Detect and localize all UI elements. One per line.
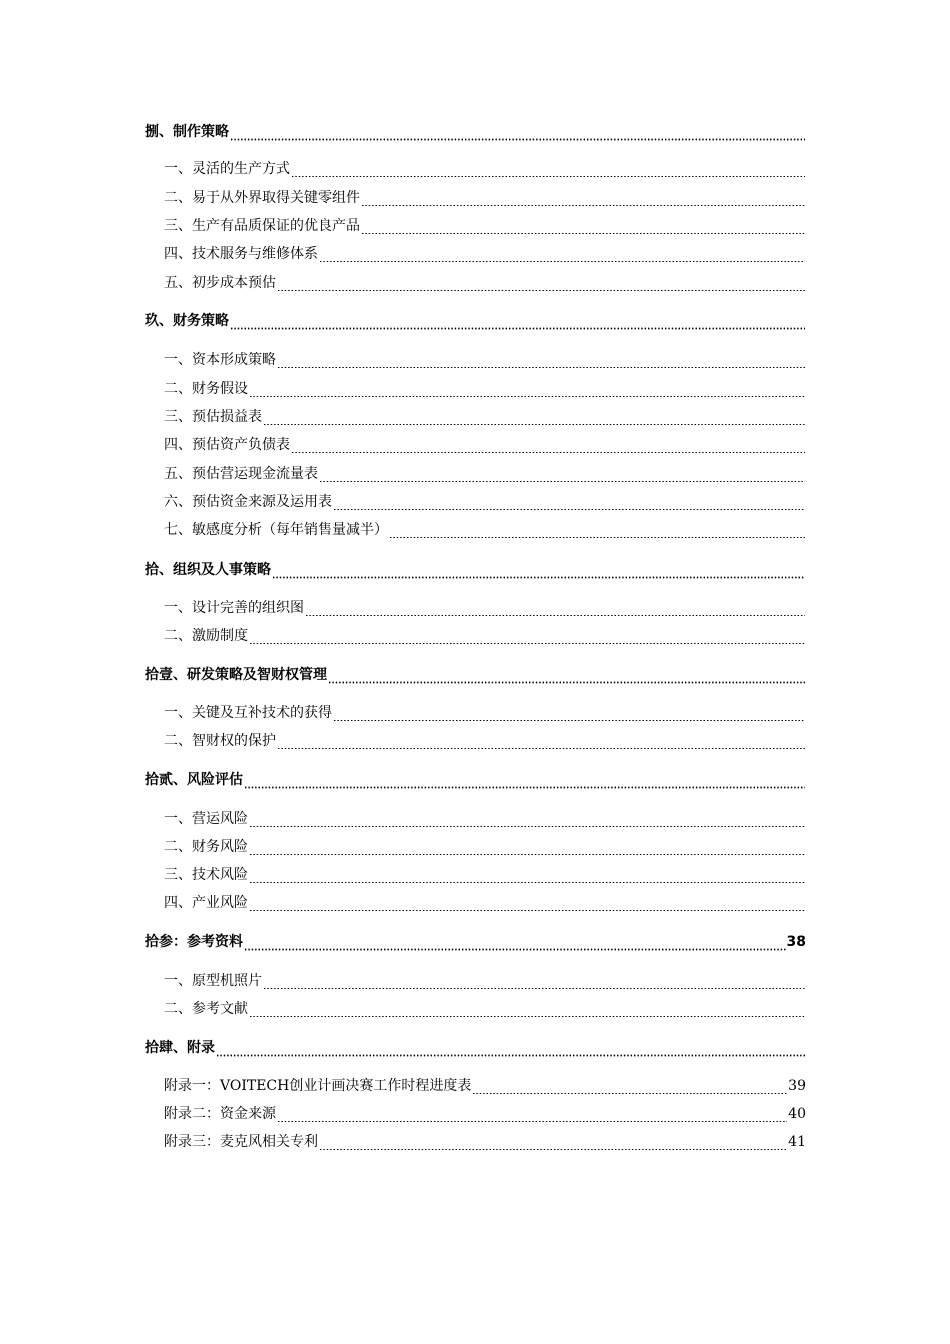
toc-label: 附录三：麦克风相关专利 bbox=[164, 1134, 318, 1150]
toc-subsection[interactable] bbox=[145, 407, 806, 427]
toc-subsection[interactable] bbox=[145, 703, 806, 723]
toc-label: 一、灵活的生产方式 bbox=[164, 161, 290, 177]
dot-leader bbox=[263, 407, 805, 427]
toc-label: 三、预估损益表 bbox=[164, 409, 262, 425]
toc-section[interactable] bbox=[145, 122, 806, 142]
dot-leader bbox=[319, 1132, 787, 1152]
toc-label: 一、营运风险 bbox=[164, 811, 248, 827]
toc-label: 附录一：VOITECH创业计画决赛工作时程进度表 bbox=[164, 1078, 472, 1094]
dot-leader bbox=[472, 1076, 787, 1096]
toc-label: 七、敏感度分析（每年销售量减半） bbox=[164, 522, 388, 538]
toc-label: 拾、组织及人事策略 bbox=[145, 562, 271, 578]
dot-leader bbox=[277, 350, 805, 370]
toc-subsection[interactable] bbox=[145, 731, 806, 751]
toc-label: 拾贰、风险评估 bbox=[145, 772, 243, 788]
toc-label: 二、易于从外界取得关键零组件 bbox=[164, 190, 360, 206]
toc-subsection[interactable] bbox=[145, 188, 806, 208]
dot-leader bbox=[333, 492, 805, 512]
toc-label: 一、关键及互补技术的获得 bbox=[164, 705, 332, 721]
dot-leader bbox=[249, 865, 805, 885]
dot-leader bbox=[272, 560, 805, 580]
dot-leader bbox=[319, 244, 805, 264]
toc-subsection[interactable] bbox=[145, 435, 806, 455]
toc-subsection[interactable] bbox=[145, 865, 806, 885]
dot-leader bbox=[277, 273, 805, 293]
dot-leader bbox=[305, 598, 805, 618]
toc-label: 二、参考文献 bbox=[164, 1001, 248, 1017]
toc-subsection[interactable] bbox=[145, 216, 806, 236]
toc-label: 四、技术服务与维修体系 bbox=[164, 246, 318, 262]
toc-section[interactable] bbox=[145, 560, 806, 580]
toc-subsection[interactable] bbox=[145, 837, 806, 857]
toc-label: 四、产业风险 bbox=[164, 895, 248, 911]
toc-label: 一、原型机照片 bbox=[164, 973, 262, 989]
toc-label: 附录二：资金来源 bbox=[164, 1106, 276, 1122]
toc-label: 捌、制作策略 bbox=[145, 124, 229, 140]
dot-leader bbox=[361, 216, 805, 236]
dot-leader bbox=[263, 971, 805, 991]
toc-label: 拾参：参考资料 bbox=[145, 934, 243, 950]
toc-section[interactable] bbox=[145, 770, 806, 790]
toc-subsection[interactable] bbox=[145, 1132, 806, 1152]
dot-leader bbox=[249, 999, 805, 1019]
toc-subsection[interactable] bbox=[145, 893, 806, 913]
toc-subsection[interactable] bbox=[145, 492, 806, 512]
dot-leader bbox=[249, 379, 805, 399]
dot-leader bbox=[230, 122, 805, 142]
toc-section[interactable] bbox=[145, 1038, 806, 1058]
dot-leader bbox=[333, 703, 805, 723]
dot-leader bbox=[244, 770, 805, 790]
toc-label: 五、预估营运现金流量表 bbox=[164, 466, 318, 482]
toc-subsection[interactable] bbox=[145, 464, 806, 484]
toc-subsection[interactable] bbox=[145, 598, 806, 618]
dot-leader bbox=[328, 665, 805, 685]
dot-leader bbox=[249, 809, 805, 829]
toc-label: 四、预估资产负债表 bbox=[164, 437, 290, 453]
toc-subsection[interactable] bbox=[145, 159, 806, 179]
toc-subsection[interactable] bbox=[145, 971, 806, 991]
dot-leader bbox=[216, 1038, 805, 1058]
toc-label: 二、财务假设 bbox=[164, 381, 248, 397]
toc-subsection[interactable] bbox=[145, 809, 806, 829]
toc-subsection[interactable] bbox=[145, 1104, 806, 1124]
toc-label: 三、生产有品质保证的优良产品 bbox=[164, 218, 360, 234]
toc-label: 一、设计完善的组织图 bbox=[164, 600, 304, 616]
toc-label: 二、激励制度 bbox=[164, 628, 248, 644]
toc-label: 六、预估资金来源及运用表 bbox=[164, 494, 332, 510]
toc-label: 五、初步成本预估 bbox=[164, 275, 276, 291]
toc-section[interactable] bbox=[145, 311, 806, 331]
toc-subsection[interactable] bbox=[145, 244, 806, 264]
toc-label: 二、智财权的保护 bbox=[164, 733, 276, 749]
toc-page-number: 40 bbox=[788, 1106, 806, 1122]
toc-label: 二、财务风险 bbox=[164, 839, 248, 855]
dot-leader bbox=[230, 311, 805, 331]
dot-leader bbox=[277, 731, 805, 751]
toc-label: 一、资本形成策略 bbox=[164, 352, 276, 368]
dot-leader bbox=[249, 626, 805, 646]
toc-subsection[interactable] bbox=[145, 273, 806, 293]
toc-subsection[interactable] bbox=[145, 626, 806, 646]
dot-leader bbox=[277, 1104, 787, 1124]
dot-leader bbox=[389, 520, 805, 540]
dot-leader bbox=[319, 464, 805, 484]
toc-section[interactable] bbox=[145, 932, 806, 952]
toc-page-number: 38 bbox=[786, 934, 806, 950]
toc-subsection[interactable] bbox=[145, 520, 806, 540]
toc-subsection[interactable] bbox=[145, 999, 806, 1019]
toc-label: 三、技术风险 bbox=[164, 867, 248, 883]
toc-label: 玖、财务策略 bbox=[145, 313, 229, 329]
dot-leader bbox=[361, 188, 805, 208]
toc-subsection[interactable] bbox=[145, 379, 806, 399]
toc-subsection[interactable] bbox=[145, 1076, 806, 1096]
dot-leader bbox=[291, 159, 805, 179]
toc-label: 拾壹、研发策略及智财权管理 bbox=[145, 667, 327, 683]
dot-leader bbox=[291, 435, 805, 455]
toc-page-number: 41 bbox=[788, 1134, 806, 1150]
dot-leader bbox=[249, 893, 805, 913]
toc-section[interactable] bbox=[145, 665, 806, 685]
toc-subsection[interactable] bbox=[145, 350, 806, 370]
toc-page-number: 39 bbox=[788, 1078, 806, 1094]
dot-leader bbox=[249, 837, 805, 857]
dot-leader bbox=[244, 932, 786, 952]
toc-label: 拾肆、附录 bbox=[145, 1040, 215, 1056]
